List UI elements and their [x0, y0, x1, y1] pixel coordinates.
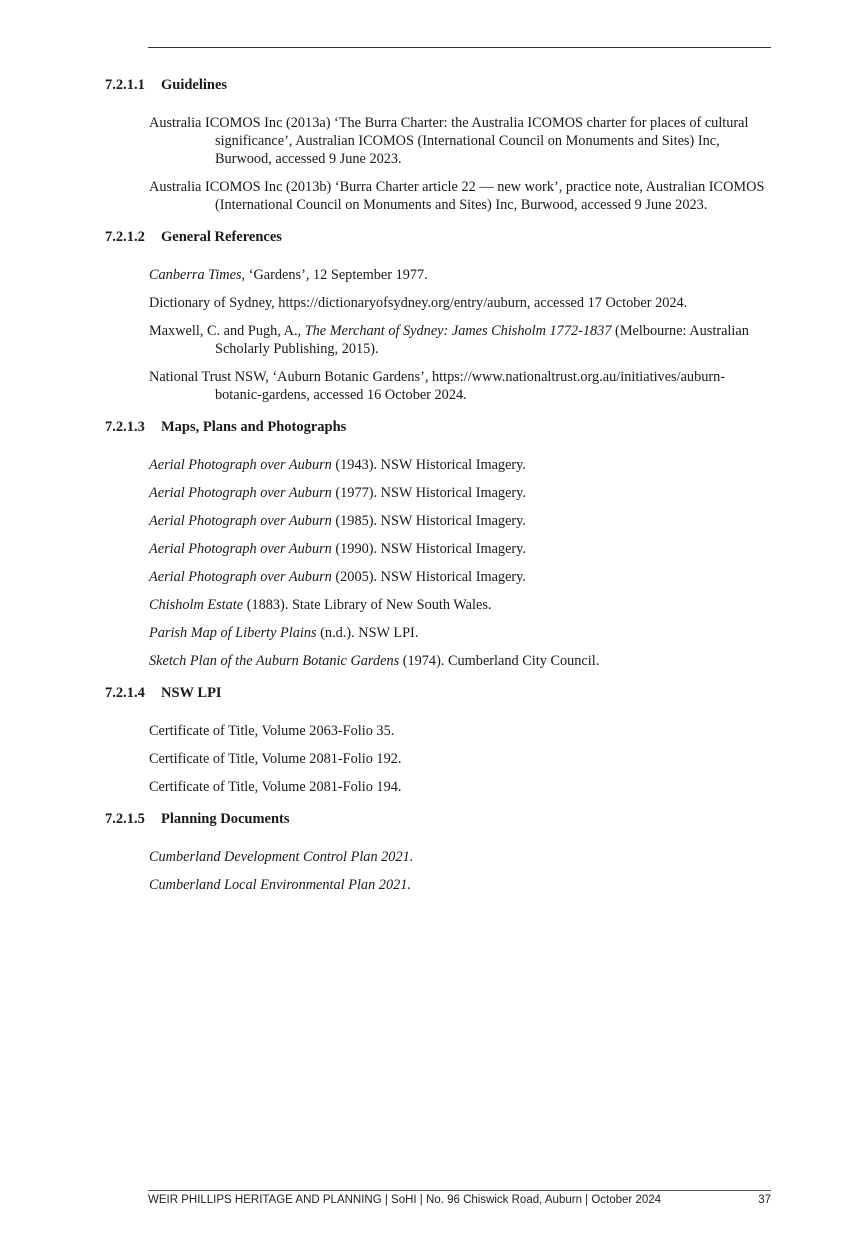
reference-entry — [149, 876, 771, 894]
section-7-2-1-3 — [105, 414, 771, 670]
reference-prefix: Maxwell, C. and Pugh, A., — [149, 323, 305, 339]
section-heading — [105, 414, 771, 440]
reference-text: (1990). NSW Historical Imagery. — [331, 541, 526, 557]
section-7-2-1-2 — [105, 224, 771, 404]
reference-title: Aerial Photograph over Auburn — [149, 485, 332, 501]
section-7-2-1-5 — [105, 806, 771, 894]
section-number: 7.2.1.2 — [105, 229, 145, 245]
footer-text: WEIR PHILLIPS HERITAGE AND PLANNING | SoHI | No. 96 Chiswick Road, Auburn | October 2024 — [148, 1194, 662, 1206]
reference-text: Certificate of Title, Volume 2063-Folio 35. — [149, 723, 395, 739]
reference-entry — [149, 750, 771, 768]
reference-title: Sketch Plan of the Auburn Botanic Gardens — [149, 653, 400, 669]
reference-list — [149, 114, 771, 214]
section-7-2-1-4 — [105, 680, 771, 796]
reference-title: Canberra Times — [149, 267, 242, 283]
reference-entry — [149, 624, 771, 642]
reference-entry — [149, 722, 771, 740]
reference-title: The Merchant of Sydney: James Chisholm 1772-1837 — [304, 323, 612, 339]
reference-text: (1985). NSW Historical Imagery. — [331, 513, 526, 529]
reference-title: Aerial Photograph over Auburn — [149, 457, 332, 473]
reference-entry — [149, 114, 771, 168]
reference-text: (1943). NSW Historical Imagery. — [331, 457, 526, 473]
reference-entry — [149, 484, 771, 502]
reference-text: Dictionary of Sydney, https://dictionaryofsydney.org/entry/auburn, accessed 17 October 2024. — [149, 295, 688, 311]
section-heading — [105, 72, 771, 98]
reference-entry — [149, 178, 771, 214]
section-title: Planning Documents — [161, 811, 290, 827]
reference-entry — [149, 596, 771, 614]
reference-text: (1883). State Library of New South Wales. — [243, 597, 492, 613]
reference-entry — [149, 848, 771, 866]
reference-list — [149, 848, 771, 894]
reference-text: Certificate of Title, Volume 2081-Folio 194. — [149, 779, 402, 795]
reference-title: Cumberland Development Control Plan 2021. — [149, 849, 414, 865]
reference-entry — [149, 778, 771, 796]
section-title: General References — [161, 229, 282, 245]
reference-text: (1977). NSW Historical Imagery. — [331, 485, 526, 501]
reference-entry — [149, 294, 771, 312]
section-number: 7.2.1.4 — [105, 685, 145, 701]
section-number: 7.2.1.3 — [105, 419, 145, 435]
reference-entry — [149, 652, 771, 670]
section-heading — [105, 680, 771, 706]
header-rule — [148, 47, 771, 48]
section-heading — [105, 224, 771, 250]
reference-text: National Trust NSW, ‘Auburn Botanic Gardens’, https://www.nationaltrust.org.au/initiatives/auburn-botanic-gardens, accessed 16 October 2024. — [149, 369, 726, 403]
footer-rule — [148, 1190, 771, 1191]
section-7-2-1-1 — [105, 72, 771, 214]
reference-list — [149, 266, 771, 404]
reference-list — [149, 456, 771, 670]
reference-text: (2005). NSW Historical Imagery. — [331, 569, 526, 585]
section-number: 7.2.1.1 — [105, 77, 145, 93]
page-footer — [148, 1194, 771, 1206]
reference-title: Chisholm Estate — [149, 597, 244, 613]
reference-text: , ‘Gardens’, 12 September 1977. — [241, 267, 428, 283]
section-heading — [105, 806, 771, 832]
reference-text: (n.d.). NSW LPI. — [316, 625, 419, 641]
reference-entry — [149, 540, 771, 558]
references-content — [105, 72, 771, 904]
reference-text: Australia ICOMOS Inc (2013a) ‘The Burra Charter: the Australia ICOMOS charter for places of cultural significance’, Australian ICOMOS (International Council on Monuments and Sites) Inc, Burwood, accessed 9 June 2023. — [149, 115, 749, 167]
section-title: NSW LPI — [161, 685, 222, 701]
reference-entry — [149, 456, 771, 474]
reference-entry — [149, 512, 771, 530]
reference-entry — [149, 322, 771, 358]
reference-entry — [149, 266, 771, 284]
reference-text: (1974). Cumberland City Council. — [399, 653, 600, 669]
section-title: Guidelines — [161, 77, 228, 93]
reference-text: Australia ICOMOS Inc (2013b) ‘Burra Charter article 22 — new work’, practice note, Australian ICOMOS (International Council on Monuments and Sites) Inc, Burwood, accessed 9 June 2023. — [149, 179, 765, 213]
reference-entry — [149, 568, 771, 586]
page-number: 37 — [758, 1194, 771, 1206]
reference-title: Aerial Photograph over Auburn — [149, 541, 332, 557]
reference-title: Parish Map of Liberty Plains — [149, 625, 317, 641]
reference-title: Cumberland Local Environmental Plan 2021. — [149, 877, 411, 893]
reference-entry — [149, 368, 771, 404]
reference-title: Aerial Photograph over Auburn — [149, 513, 332, 529]
reference-list — [149, 722, 771, 796]
section-number: 7.2.1.5 — [105, 811, 145, 827]
reference-title: Aerial Photograph over Auburn — [149, 569, 332, 585]
reference-text: Certificate of Title, Volume 2081-Folio 192. — [149, 751, 402, 767]
section-title: Maps, Plans and Photographs — [161, 419, 347, 435]
reference-text: (Melbourne: Australian Scholarly Publishing, 2015). — [215, 323, 749, 357]
